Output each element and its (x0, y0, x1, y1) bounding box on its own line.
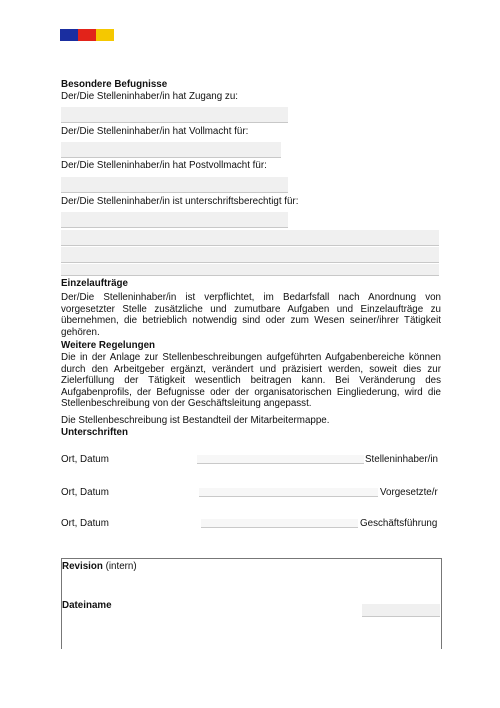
field-unterschrift-3[interactable] (61, 247, 439, 263)
company-logo (60, 29, 114, 41)
revision-note: (intern) (105, 561, 137, 572)
field-vollmacht[interactable] (61, 142, 281, 158)
dateiname-label: Dateiname (62, 600, 112, 611)
signature-line-geschaeftsfuehrung[interactable] (201, 519, 358, 528)
label-postvollmacht: Der/Die Stelleninhaber/in hat Postvollmacht für: (61, 160, 267, 171)
section-heading-einzelauftraege: Einzelaufträge (61, 278, 128, 289)
logo-yellow-block (96, 29, 114, 41)
signature-line-stelleninhaber[interactable] (197, 455, 364, 464)
revision-title: Revision (62, 561, 103, 572)
revision-label (62, 561, 137, 573)
logo-red-block (78, 29, 96, 41)
field-zugang[interactable] (61, 107, 288, 123)
label-vollmacht: Der/Die Stelleninhaber/in hat Vollmacht für: (61, 126, 249, 137)
sig-role-vorgesetzte: Vorgesetzte/r (380, 487, 438, 498)
section-heading-weitere: Weitere Regelungen (61, 340, 155, 351)
sig-ort-datum-1: Ort, Datum (61, 454, 109, 465)
logo-blue-block (60, 29, 78, 41)
sig-role-stelleninhaber: Stelleninhaber/in (365, 454, 438, 465)
text-mitarbeitermappe: Die Stellenbeschreibung ist Bestandteil der Mitarbeitermappe. (61, 415, 330, 426)
dateiname-field[interactable] (362, 604, 440, 617)
field-postvollmacht[interactable] (61, 177, 288, 193)
field-unterschrift-4[interactable] (61, 264, 439, 276)
label-unterschrift: Der/Die Stelleninhaber/in ist unterschriftsberechtigt für: (61, 196, 299, 207)
label-zugang: Der/Die Stelleninhaber/in hat Zugang zu: (61, 91, 238, 102)
signature-line-vorgesetzte[interactable] (199, 488, 378, 497)
revision-box (61, 558, 442, 649)
paragraph-weitere: Die in der Anlage zur Stellenbeschreibungen aufgeführten Aufgabenbereiche können durch den Arbeitgeber ergänzt, verändert und präzisiert werden, soweit dies zur Zielerfüllung der Tätigkeit wesentlich beitragen kann. Bei Veränderung des Aufgabenprofils, der Befugnisse oder der organisatorischen Eingliederung, wird die Stellenbeschreibung von der Geschäftsleitung angepasst. (61, 352, 441, 410)
paragraph-einzelauftraege: Der/Die Stelleninhaber/in ist verpflichtet, im Bedarfsfall nach Anordnung von vorgesetzter Stelle zusätzliche und zumutbare Aufgaben und Einzelaufträge zu übernehmen, die betrieblich notwendig sind oder zum Wesen seiner/ihrer Tätigkeit gehören. (61, 292, 441, 338)
sig-ort-datum-2: Ort, Datum (61, 487, 109, 498)
sig-ort-datum-3: Ort, Datum (61, 518, 109, 529)
section-heading-befugnisse: Besondere Befugnisse (61, 79, 168, 90)
field-unterschrift-2[interactable] (61, 230, 439, 246)
field-unterschrift[interactable] (61, 212, 288, 228)
section-heading-unterschriften: Unterschriften (61, 427, 128, 438)
sig-role-geschaeftsfuehrung: Geschäftsführung (360, 518, 438, 529)
